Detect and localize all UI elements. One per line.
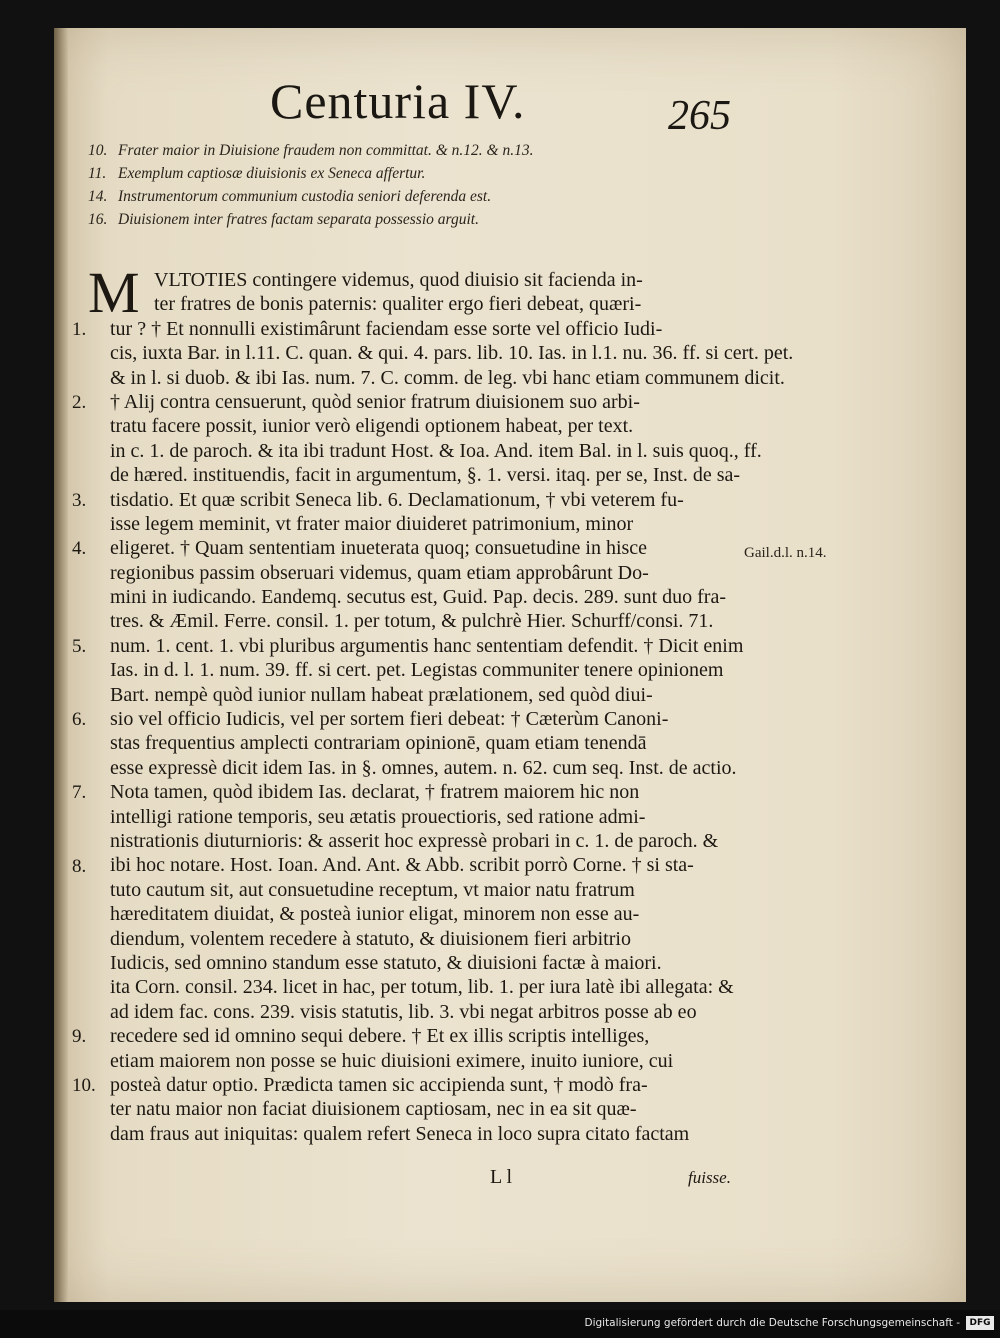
text-line-content: tur ? † Et nonnulli existimârunt faciendam esse sorte vel officio Iudi- <box>110 317 663 340</box>
margin-number: 8. <box>72 855 87 877</box>
summary-item-text: Diuisionem inter fratres factam separata possessio arguit. <box>118 211 479 228</box>
text-line-content: de hæred. instituendis, facit in argumentum, §. 1. versi. itaq. per se, Inst. de sa- <box>110 464 741 487</box>
summary-item-number: 14. <box>88 188 108 205</box>
text-line <box>110 780 740 804</box>
text-line-content: cis, iuxta Bar. in l.11. C. quan. & qui. 4. pars. lib. 10. Ias. in l.1. nu. 36. ff. si cert. pet. <box>110 342 794 365</box>
margin-number: 5. <box>72 636 87 657</box>
text-line <box>110 731 740 755</box>
text-line <box>110 975 740 999</box>
footer-bar <box>0 1310 1000 1338</box>
text-line <box>110 488 740 512</box>
summary-list <box>88 142 738 234</box>
text-line <box>110 1097 740 1121</box>
page-number: 265 <box>668 93 731 139</box>
text-line-content: dam fraus aut iniquitas: qualem refert Seneca in loco supra citato factam <box>110 1122 690 1145</box>
text-line-content: hæreditatem diuidat, & posteà iunior eligat, minorem non esse au- <box>110 903 640 926</box>
text-line <box>110 268 740 292</box>
margin-number: 9. <box>72 1026 87 1048</box>
text-line <box>110 658 740 682</box>
text-line-content: ter fratres de bonis paternis: qualiter ergo fieri debeat, quæri- <box>154 293 642 316</box>
text-line-content: ad idem fac. cons. 239. visis statutis, lib. 3. vbi negat arbitros posse ab eo <box>110 1000 697 1023</box>
text-line-content: recedere sed id omnino sequi debere. † Et ex illis scriptis intelliges, <box>110 1025 650 1048</box>
text-line-content: tratu facere possit, iunior verò eligendi optionem habeat, per text. <box>110 415 634 438</box>
text-line <box>110 634 744 658</box>
text-line-content: tisdatio. Et quæ scribit Seneca lib. 6. Declamationum, † vbi veterem fu- <box>110 488 684 511</box>
text-line <box>110 512 740 536</box>
text-line <box>110 805 740 829</box>
text-line-content: posteà datur optio. Prædicta tamen sic accipienda sunt, † modò fra- <box>110 1073 648 1096</box>
text-line <box>110 951 740 975</box>
text-line-content: regionibus passim obseruari videmus, quam etiam approbârunt Do- <box>110 561 649 584</box>
margin-number: 3. <box>72 489 87 511</box>
text-line-content: etiam maiorem non posse se huic diuisioni eximere, inuito iuniore, cui <box>110 1049 674 1072</box>
text-line-content: ter natu maior non faciat diuisionem captiosam, nec in ea sit quæ- <box>110 1098 637 1121</box>
text-line <box>110 853 740 877</box>
page-gutter <box>54 28 68 1302</box>
summary-item <box>88 188 738 211</box>
signature-mark: L l <box>490 1166 513 1188</box>
summary-item <box>88 142 738 165</box>
margin-number: 4. <box>72 538 87 560</box>
text-line-content: stas frequentius amplecti contrariam opinionē, quam etiam tenendā <box>110 732 647 755</box>
margin-number: 7. <box>72 782 87 804</box>
digitization-credit: Digitalisierung gefördert durch die Deutsche Forschungsgemeinschaft - <box>584 1317 960 1329</box>
text-line <box>110 341 794 365</box>
text-line-content: Ias. in d. l. 1. num. 39. ff. si cert. pet. Legistas communiter tenere opinionem <box>110 659 724 682</box>
catchword: fuisse. <box>688 1168 731 1187</box>
text-line <box>110 1073 740 1097</box>
margin-number: 10. <box>72 1075 96 1097</box>
text-line <box>110 561 740 585</box>
text-line-content: Nota tamen, quòd ibidem Ias. declarat, † fratrem maiorem hic non <box>110 781 640 804</box>
text-line <box>110 292 740 316</box>
drop-capital: M <box>88 260 140 325</box>
summary-item-text: Instrumentorum communium custodia seniori deferenda est. <box>118 188 492 205</box>
summary-item-number: 11. <box>88 165 107 182</box>
running-head: Centuria IV. <box>270 73 526 129</box>
margin-number: 1. <box>72 318 87 340</box>
text-line <box>110 902 740 926</box>
summary-item-text: Exemplum captiosæ diuisionis ex Seneca affertur. <box>118 165 426 182</box>
text-line <box>110 756 740 780</box>
text-line <box>110 366 785 390</box>
text-line-content: Iudicis, sed omnino standum esse statuto, & diuisioni factæ à maiori. <box>110 951 662 974</box>
text-line-content: num. 1. cent. 1. vbi pluribus argumentis hanc sententiam defendit. † Dicit enim <box>110 634 744 657</box>
summary-item-number: 16. <box>88 211 108 228</box>
text-line <box>110 463 740 487</box>
text-line <box>110 439 762 463</box>
text-line-content: in c. 1. de paroch. & ita ibi tradunt Host. & Ioa. And. item Bal. in l. suis quoq., ff. <box>110 439 762 462</box>
text-line-content: mini in iudicando. Eandemq. secutus est, Guid. Pap. decis. 289. sunt duo fra- <box>110 586 727 609</box>
text-line <box>110 878 740 902</box>
summary-item <box>88 165 738 188</box>
text-line <box>110 927 740 951</box>
summary-item-text: Frater maior in Diuisione fraudem non committat. & n.12. & n.13. <box>118 142 534 159</box>
text-line-content: intelligi ratione temporis, seu ætatis prouectioris, sed ratione admi- <box>110 805 646 828</box>
summary-item-number: 10. <box>88 142 108 159</box>
text-line <box>110 683 740 707</box>
text-line <box>110 317 740 341</box>
text-line <box>110 1000 740 1024</box>
text-line <box>110 414 740 438</box>
side-note: Gail.d.l. n.14. <box>744 545 827 561</box>
text-line-content: nistrationis diuturnioris: & asserit hoc expressè probari in c. 1. de paroch. & <box>110 829 719 852</box>
text-line-content: tuto cautum sit, aut consuetudine receptum, vt maior natu fratrum <box>110 878 635 901</box>
margin-number: 2. <box>72 392 87 413</box>
text-line <box>110 1049 740 1073</box>
text-line-content: Bart. nempè quòd iunior nullam habeat prælationem, sed quòd diui- <box>110 683 653 706</box>
text-line-content: VLTOTIES contingere videmus, quod diuisio sit facienda in- <box>154 269 643 291</box>
text-line-content: ita Corn. consil. 234. licet in hac, per totum, lib. 1. per iura latè ibi allegata: & <box>110 976 734 999</box>
text-line-content: isse legem meminit, vt frater maior diuideret patrimonium, minor <box>110 512 634 535</box>
text-line <box>110 1122 740 1146</box>
margin-number: 6. <box>72 709 87 731</box>
text-line-content: sio vel officio Iudicis, vel per sortem fieri debeat: † Cæterùm Canoni- <box>110 708 669 731</box>
summary-item <box>88 211 738 234</box>
text-line-content: † Alij contra censuerunt, quòd senior fratrum diuisionem suo arbi- <box>110 390 640 413</box>
text-line <box>110 707 740 731</box>
text-line <box>110 390 740 414</box>
text-line <box>110 1024 740 1048</box>
text-line-content: eligeret. † Quam sententiam inueterata quoq; consuetudine in hisce <box>110 537 648 560</box>
text-line-content: diendum, volentem recedere à statuto, & diuisionem fieri arbitrio <box>110 927 631 950</box>
text-line <box>110 609 740 633</box>
dfg-logo-icon: DFG <box>966 1316 994 1330</box>
text-line-content: esse expressè dicit idem Ias. in §. omnes, autem. n. 62. cum seq. Inst. de actio. <box>110 756 737 779</box>
text-line <box>110 536 740 560</box>
text-line <box>110 829 740 853</box>
text-line-content: tres. & Æmil. Ferre. consil. 1. per totum, & pulchrè Hier. Schurff/consi. 71. <box>110 610 714 633</box>
text-line-content: ibi hoc notare. Host. Ioan. And. Ant. & Abb. scribit porrò Corne. † si sta- <box>110 854 694 877</box>
text-line <box>110 585 740 609</box>
text-line-content: & in l. si duob. & ibi Ias. num. 7. C. comm. de leg. vbi hanc etiam communem dicit. <box>110 366 785 389</box>
